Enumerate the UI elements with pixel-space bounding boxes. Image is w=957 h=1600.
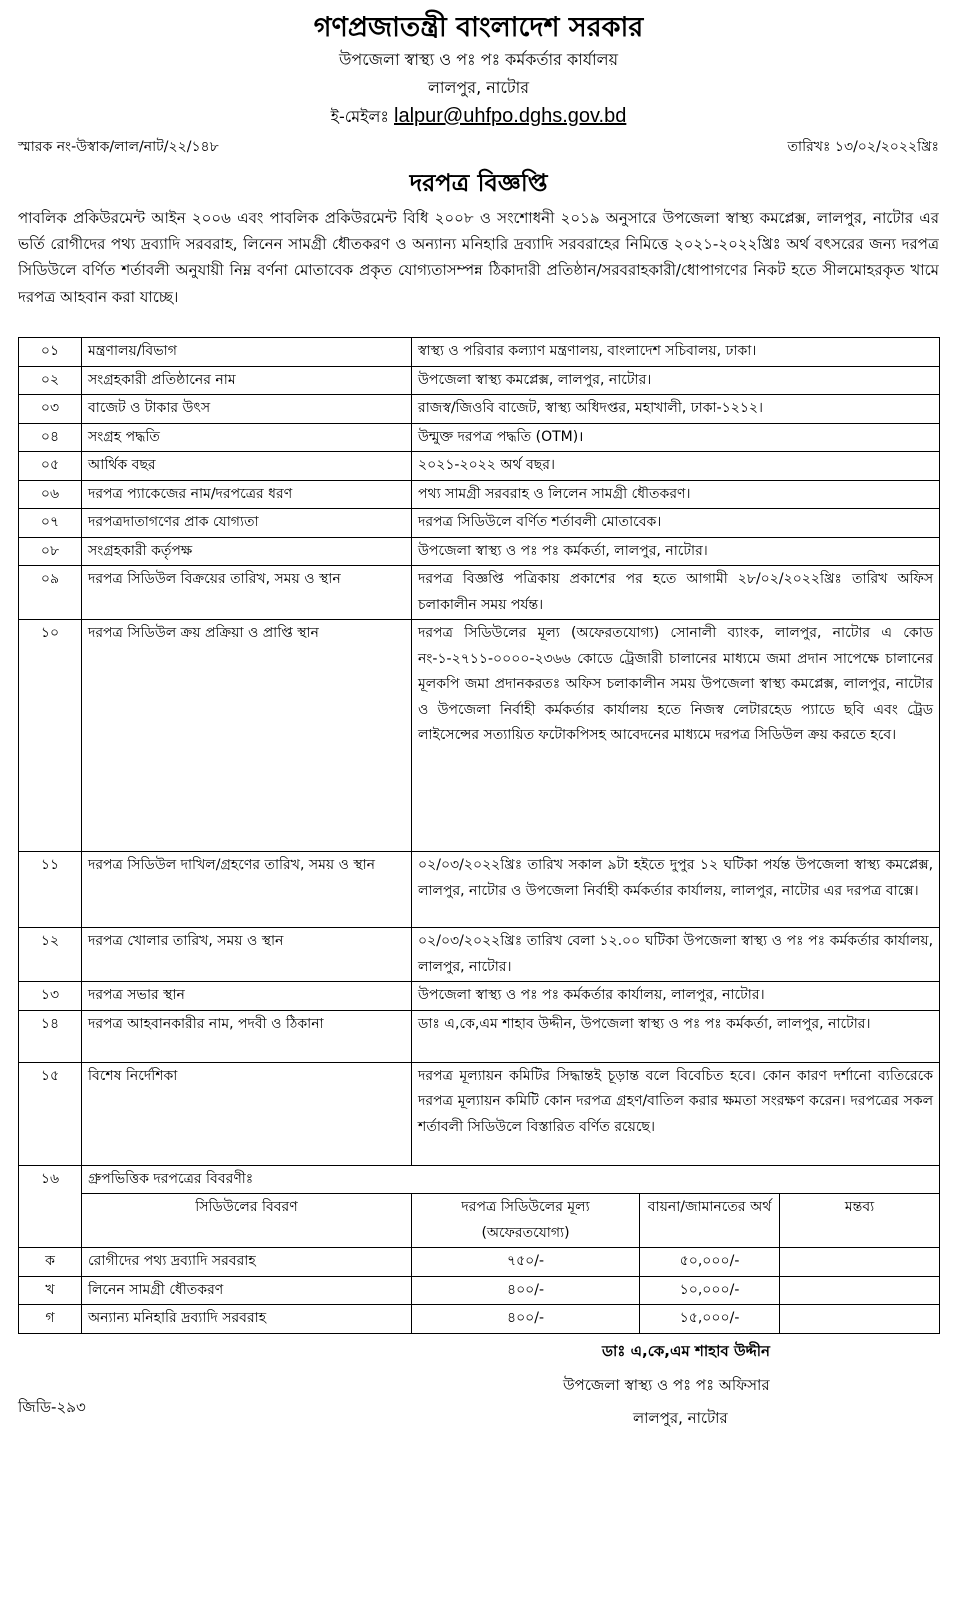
office-name: উপজেলা স্বাস্থ্য ও পঃ পঃ কর্মকর্তার কার্যালয় (338, 50, 619, 69)
memo-date: তারিখঃ ১৩/০২/২০২২খ্রিঃ (787, 139, 939, 155)
row-serial: ০৬ (19, 480, 82, 509)
row-label: দরপত্র খোলার তারিখ, সময় ও স্থান (82, 928, 412, 982)
tender-row (19, 423, 940, 452)
memo-row (18, 133, 939, 161)
tender-row (19, 620, 940, 852)
row-label: সংগ্রহকারী প্রতিষ্ঠানের নাম (82, 366, 412, 395)
group-serial: ১৬ (19, 1165, 82, 1194)
tender-row (19, 509, 940, 538)
tender-row (19, 566, 940, 620)
item-deposit: ১০,০০০/- (640, 1276, 780, 1305)
row-label: দরপত্র সিডিউল দাখিল/গ্রহণের তারিখ, সময় ও স্থান (82, 852, 412, 928)
item-price: ৪০০/- (412, 1276, 640, 1305)
item-remarks (780, 1276, 940, 1305)
row-label: দরপত্র আহবানকারীর নাম, পদবী ও ঠিকানা (82, 1010, 412, 1062)
row-value: দরপত্র মূল্যায়ন কমিটির সিদ্ধান্তই চূড়ান্ত বলে বিবেচিত হবে। কোন কারণ দর্শানো ব্যতিরেকে দরপত্র মূল্যায়ন কমিটি কোন দরপত্র গ্রহণ/বাতিল করার ক্ষমতা সংরক্ষণ করেন। দরপত্রের সকল শর্তাবলী সিডিউলে বিস্তারিত বর্ণিত রয়েছে। (412, 1062, 940, 1165)
row-value: দরপত্র সিডিউলে বর্ণিত শর্তাবলী মোতাবেক। (412, 509, 940, 538)
row-value: দরপত্র বিজ্ঞপ্তি পত্রিকায় প্রকাশের পর হতে আগামী ২৮/০২/২০২২খ্রিঃ তারিখ অফিস চলাকালীন সময় পর্যন্ত। (412, 566, 940, 620)
tender-row (19, 480, 940, 509)
row-label: সংগ্রহ পদ্ধতি (82, 423, 412, 452)
row-value: উপজেলা স্বাস্থ্য ও পঃ পঃ কর্মকর্তার কার্যালয়, লালপুর, নাটোর। (412, 982, 940, 1011)
row-value: পথ্য সামগ্রী সরবরাহ ও লিলেন সামগ্রী ধৌতকরণ। (412, 480, 940, 509)
group-items (19, 1248, 940, 1334)
email-line (18, 102, 939, 131)
tender-row (19, 1010, 940, 1062)
row-value: ডাঃ এ,কে,এম শাহাব উদ্দীন, উপজেলা স্বাস্থ্য ও পঃ পঃ কর্মকর্তা, লালপুর, নাটোর। (412, 1010, 940, 1062)
group-section (19, 1165, 940, 1248)
tender-row (19, 395, 940, 424)
group-header-row (19, 1194, 940, 1248)
row-value: স্বাস্থ্য ও পরিবার কল্যাণ মন্ত্রণালয়, বাংলাদেশ সচিবালয়, ঢাকা। (412, 338, 940, 367)
header-desc: সিডিউলের বিবরণ (82, 1194, 412, 1248)
group-label: গ্রুপভিত্তিক দরপত্রের বিবরণীঃ (82, 1165, 940, 1194)
item-serial: খ (19, 1276, 82, 1305)
item-description: অন্যান্য মনিহারি দ্রব্যাদি সরবরাহ (82, 1305, 412, 1334)
row-serial: ০৩ (19, 395, 82, 424)
header-remarks: মন্তব্য (780, 1194, 940, 1248)
header-price: দরপত্র সিডিউলের মূল্য (অফেরতযোগ্য) (412, 1194, 640, 1248)
tender-row (19, 452, 940, 481)
tender-row (19, 537, 940, 566)
email-label: ই-মেইলঃ (330, 107, 394, 126)
item-serial: গ (19, 1305, 82, 1334)
row-label: সংগ্রহকারী কর্তৃপক্ষ (82, 537, 412, 566)
row-serial: ০৫ (19, 452, 82, 481)
row-value: দরপত্র সিডিউলের মূল্য (অফেরতযোগ্য) সোনালী ব্যাংক, লালপুর, নাটোর এ কোড নং-১-২৭১১-০০০০-২৩৬৬ কোডে ট্রেজারী চালানের মাধ্যমে জমা প্রদান সাপেক্ষে চালানের মূলকপি জমা প্রদানকরতঃ অফিস চলাকালীন সময় উপজেলা স্বাস্থ্য কমপ্লেক্স, লালপুর, নাটোর ও উপজেলা নির্বাহী কর্মকর্তার কার্যালয় হতে নিজস্ব লেটারহেড প্যাডে ছবি এবং ট্রেড লাইসেন্সের সত্যায়িত ফটোকপিসহ আবেদনের মাধ্যমে দরপত্র সিডিউল ক্রয় করতে হবে। (412, 620, 940, 852)
row-serial: ১৩ (19, 982, 82, 1011)
office-location: লালপুর, নাটোর (427, 78, 530, 97)
row-serial: ১৫ (19, 1062, 82, 1165)
header-deposit: বায়না/জামানতের অর্থ (640, 1194, 780, 1248)
item-deposit: ৫০,০০০/- (640, 1248, 780, 1277)
row-serial: ০১ (19, 338, 82, 367)
item-description: রোগীদের পথ্য দ্রব্যাদি সরবরাহ (82, 1248, 412, 1277)
tender-row (19, 366, 940, 395)
memo-ref: স্মারক নং-উস্বাক/লাল/নাট/২২/১৪৮ (18, 139, 219, 155)
row-label: দরপত্র সিডিউল বিক্রয়ের তারিখ, সময় ও স্থান (82, 566, 412, 620)
tender-row (19, 852, 940, 928)
item-description: লিনেন সামগ্রী ধৌতকরণ (82, 1276, 412, 1305)
row-value: ২০২১-২০২২ অর্থ বছর। (412, 452, 940, 481)
email-link[interactable]: lalpur@uhfpo.dghs.gov.bd (394, 105, 627, 127)
row-serial: ০৯ (19, 566, 82, 620)
row-serial: ০৭ (19, 509, 82, 538)
item-price: ৭৫০/- (412, 1248, 640, 1277)
row-label: দরপত্র প্যাকেজের নাম/দরপত্রের ধরণ (82, 480, 412, 509)
row-serial: ১২ (19, 928, 82, 982)
row-serial: ০৪ (19, 423, 82, 452)
item-serial: ক (19, 1248, 82, 1277)
government-heading: গণপ্রজাতন্ত্রী বাংলাদেশ সরকার (313, 12, 644, 43)
row-serial: ১৪ (19, 1010, 82, 1062)
tender-rows (19, 338, 940, 1166)
row-label: বিশেষ নির্দেশিকা (82, 1062, 412, 1165)
item-remarks (780, 1248, 940, 1277)
group-item-row (19, 1248, 940, 1277)
tender-row (19, 1062, 940, 1165)
tender-row (19, 338, 940, 367)
row-serial: ১১ (19, 852, 82, 928)
intro-paragraph: পাবলিক প্রকিউরমেন্ট আইন ২০০৬ এবং পাবলিক প্রকিউরমেন্ট বিধি ২০০৮ ও সংশোধনী ২০১৯ অনুসারে উপজেলা স্বাস্থ্য কমপ্লেক্স, লালপুর, নাটোর এর ভর্তি রোগীদের পথ্য দ্রব্যাদি সরবরাহ, লিনেন সামগ্রী ধৌতকরণ ও অন্যান্য মনিহারি দ্রব্যাদি সরবরাহের নিমিত্তে ২০২১-২০২২খ্রিঃ অর্থ বৎসরের জন্য দরপত্র সিডিউলে বর্ণিত শর্তাবলী অনুযায়ী নিম্ন বর্ণনা মোতাবেক প্রকৃত যোগ্যতাসম্পন্ন ঠিকাদারী প্রতিষ্ঠান/সরবরাহকারী/ধোপাগণের নিকট হতে সীলমোহরকৃত খামে দরপত্র আহবান করা যাচ্ছে। (18, 209, 939, 306)
row-value: ০২/০৩/২০২২খ্রিঃ তারিখ সকাল ৯টা হইতে দুপুর ১২ ঘটিকা পর্যন্ত উপজেলা স্বাস্থ্য কমপ্লেক্স, লালপুর, নাটোর ও উপজেলা নির্বাহী কর্মকর্তার কার্যালয়, লালপুর, নাটোর এর দরপত্র বাক্সে। (412, 852, 940, 928)
signature-block (18, 1334, 939, 1454)
item-price: ৪০০/- (412, 1305, 640, 1334)
row-serial: ১০ (19, 620, 82, 852)
row-value: উপজেলা স্বাস্থ্য ও পঃ পঃ কর্মকর্তা, লালপুর, নাটোর। (412, 537, 940, 566)
row-value: রাজস্ব/জিওবি বাজেট, স্বাস্থ্য অধিদপ্তর, মহাখালী, ঢাকা-১২১২। (412, 395, 940, 424)
gd-number: জিডি-২৯৩ (18, 1397, 86, 1416)
group-item-row (19, 1276, 940, 1305)
row-label: মন্ত্রণালয়/বিভাগ (82, 338, 412, 367)
row-label: দরপত্রদাতাগণের প্রাক যোগ্যতা (82, 509, 412, 538)
notice-title: দরপত্র বিজ্ঞপ্তি (409, 169, 548, 197)
item-remarks (780, 1305, 940, 1334)
signatory-name: ডাঃ এ,কে,এম শাহাব উদ্দীন (602, 1341, 771, 1360)
tender-table (18, 337, 940, 1334)
item-deposit: ১৫,০০০/- (640, 1305, 780, 1334)
row-label: আর্থিক বছর (82, 452, 412, 481)
row-value: উন্মুক্ত দরপত্র পদ্ধতি (OTM)। (412, 423, 940, 452)
row-serial: ০৮ (19, 537, 82, 566)
signatory-designation: উপজেলা স্বাস্থ্য ও পঃ পঃ অফিসার (563, 1375, 770, 1394)
tender-row (19, 928, 940, 982)
tender-row (19, 982, 940, 1011)
group-item-row (19, 1305, 940, 1334)
row-serial: ০২ (19, 366, 82, 395)
group-row (19, 1165, 940, 1194)
row-label: দরপত্র সভার স্থান (82, 982, 412, 1011)
row-value: উপজেলা স্বাস্থ্য কমপ্লেক্স, লালপুর, নাটোর। (412, 366, 940, 395)
row-value: ০২/০৩/২০২২খ্রিঃ তারিখ বেলা ১২.০০ ঘটিকা উপজেলা স্বাস্থ্য ও পঃ পঃ কর্মকর্তার কার্যালয়, লালপুর, নাটোর। (412, 928, 940, 982)
row-label: বাজেট ও টাকার উৎস (82, 395, 412, 424)
row-label: দরপত্র সিডিউল ক্রয় প্রক্রিয়া ও প্রাপ্তি স্থান (82, 620, 412, 852)
signatory-place: লালপুর, নাটোর (633, 1408, 728, 1427)
